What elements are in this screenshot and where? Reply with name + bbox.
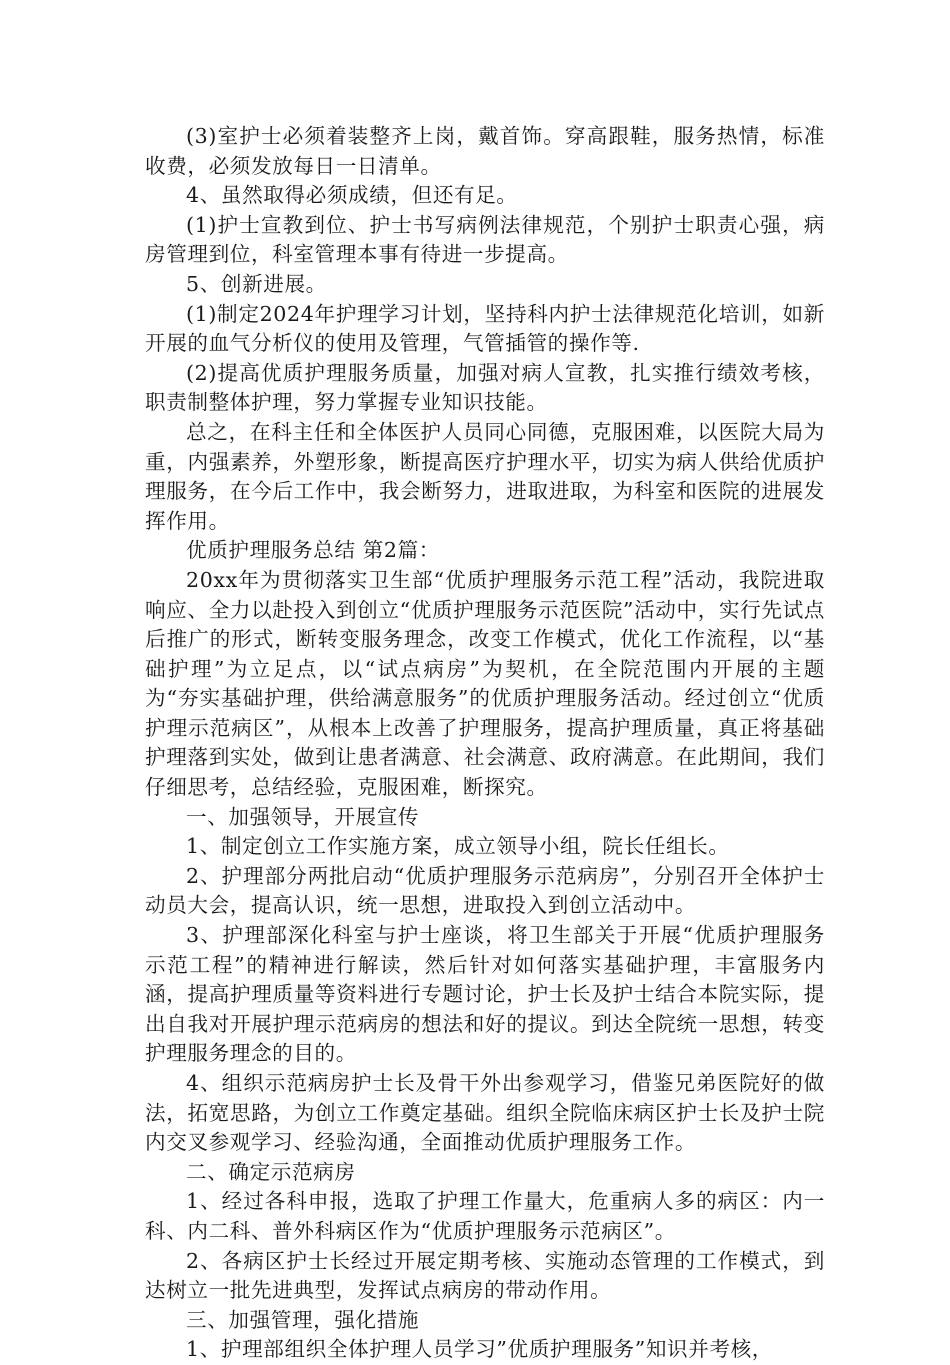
section-heading: 三、加强管理，强化措施 bbox=[186, 1307, 420, 1332]
section-heading: 一、加强领导，开展宣传 bbox=[186, 804, 420, 829]
paragraph: 2、护理部分两批启动“优质护理服务示范病房”，分别召开全体护士动员大会，提高认识，统一思想，进取投入到创立活动中。 bbox=[145, 863, 825, 918]
paragraph: 4、虽然取得必须成绩，但还有足。 bbox=[186, 183, 518, 208]
paragraph: 1、护理部组织全体护理人员学习”优质护理服务”知识并考核， bbox=[186, 1337, 773, 1362]
paragraph: (2)提高优质护理服务质量，加强对病人宣教，扎实推行绩效考核，职责制整体护理，努力掌握专业知识技能。 bbox=[145, 360, 825, 415]
paragraph: (1)制定2024年护理学习计划，坚持科内护士法律规范化培训，如新开展的血气分析仪的使用及管理，气管插管的操作等. bbox=[145, 301, 825, 356]
paragraph: 4、组织示范病房护士长及骨干外出参观学习，借鉴兄弟医院好的做法，拓宽思路，为创立工作奠定基础。组织全院临床病区护士长及护士院内交叉参观学习、经验沟通，全面推动优质护理服务工作。 bbox=[145, 1071, 825, 1155]
paragraph: 2、各病区护士长经过开展定期考核、实施动态管理的工作模式，到达树立一批先进典型，发挥试点病房的带动作用。 bbox=[145, 1248, 825, 1303]
paragraph: 1、经过各科申报，选取了护理工作量大，危重病人多的病区：内一科、内二科、普外科病区作为“优质护理服务示范病区”。 bbox=[145, 1189, 825, 1243]
paragraph: (1)护士宣教到位、护士书写病例法律规范，个别护士职责心强，病房管理到位，科室管理本事有待进一步提高。 bbox=[145, 212, 825, 267]
paragraph: 1、制定创立工作实施方案，成立领导小组，院长任组长。 bbox=[186, 834, 730, 859]
paragraph: 20xx年为贯彻落实卫生部“优质护理服务示范工程”活动，我院进取响应、全力以赴投入到创立“优质护理服务示范医院”活动中，实行先试点后推广的形式，断转变服务理念，改变工作模式，优化工作流程，以“基础护理”为立足点，以“试点病房”为契机，在全院范围内开展的主题为“夯实基础护理，供给满意服务”的优质护理服务活动。经过创立“优质护理示范病区”，从根本上改善了护理服务，提高护理质量，真正将基础护理落到实处，做到让患者满意、社会满意、政府满意。在此期间，我们仔细思考，总结经验，克服困难，断探究。 bbox=[145, 567, 825, 800]
document-body bbox=[145, 122, 825, 1365]
paragraph: (3)室护士必须着装整齐上岗，戴首饰。穿高跟鞋，服务热情，标准收费，必须发放每日一日清单。 bbox=[145, 124, 825, 178]
paragraph: 3、护理部深化科室与护士座谈，将卫生部关于开展“优质护理服务示范工程”的精神进行解读，然后针对如何落实基础护理，丰富服务内涵，提高护理质量等资料进行专题讨论，护士长及护士结合本院实际，提出自我对开展护理示范病房的想法和好的提议。到达全院统一思想，转变护理服务理念的目的。 bbox=[145, 923, 825, 1066]
paragraph: 总之，在科主任和全体医护人员同心同德，克服困难，以医院大局为重，内强素养，外塑形象，断提高医疗护理水平，切实为病人供给优质护理服务，在今后工作中，我会断努力，进取进取，为科室和医院的进展发挥作用。 bbox=[145, 419, 825, 533]
paragraph: 5、创新进展。 bbox=[186, 271, 327, 296]
section-heading: 优质护理服务总结 第2篇： bbox=[186, 538, 440, 563]
section-heading: 二、确定示范病房 bbox=[186, 1159, 356, 1184]
